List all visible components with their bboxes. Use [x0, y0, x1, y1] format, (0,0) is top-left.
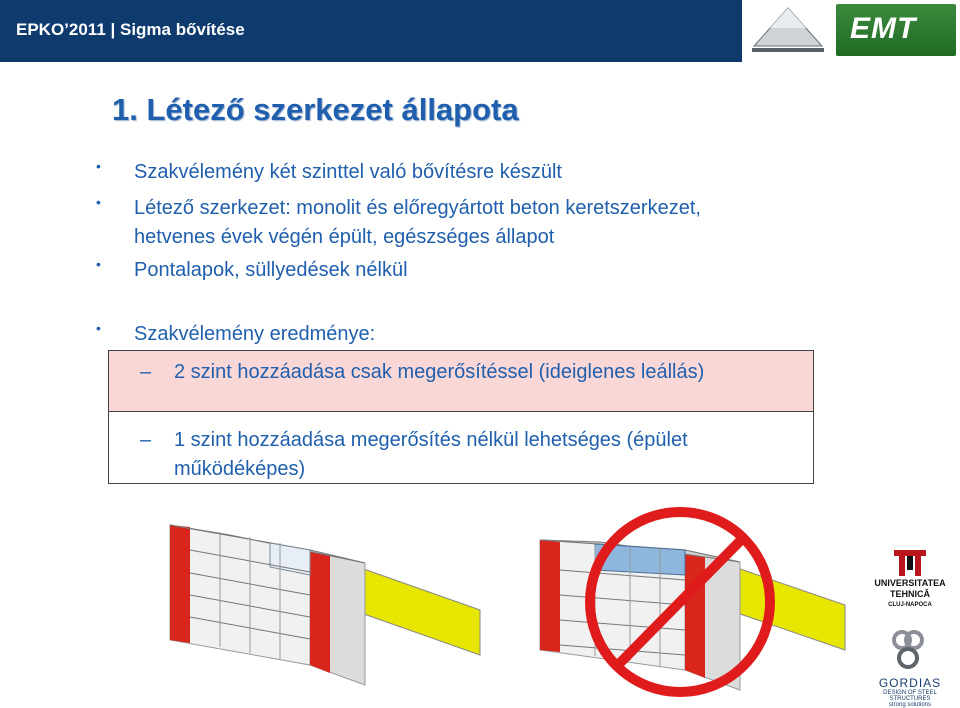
gordias-knot-icon — [888, 628, 928, 672]
bullet-dot-icon: • — [96, 256, 101, 272]
gordias-name: GORDIAS — [878, 676, 942, 690]
header-bar — [0, 0, 742, 62]
emt-logo — [836, 4, 956, 56]
building-model-right — [535, 500, 855, 700]
result-item-2 — [140, 426, 688, 484]
header-title: EPKO’2011 | Sigma bővítése — [16, 20, 245, 39]
result-heading: Szakvélemény eredménye: — [134, 323, 376, 345]
slide-title: 1. Létező szerkezet állapota — [112, 92, 519, 127]
dash-icon: – — [140, 429, 152, 451]
university-logo-icon — [892, 548, 928, 578]
result-text-continued: működéképes) — [174, 458, 306, 480]
bullet-item-4 — [96, 320, 375, 349]
dash-icon: – — [140, 361, 152, 383]
university-line-2: TEHNICĂ — [890, 589, 930, 599]
triangle-logo-icon — [748, 4, 828, 58]
result-item-1 — [140, 358, 704, 387]
emt-logo-text: EMT — [850, 12, 917, 45]
result-text: 2 szint hozzáadása csak megerősítéssel (ideiglenes leállás) — [174, 361, 705, 383]
bullet-item-2 — [96, 194, 701, 252]
university-line-3: CLUJ-NAPOCA — [888, 602, 932, 608]
gordias-tagline — [864, 690, 956, 708]
bullet-text: Pontalapok, süllyedések nélkül — [134, 259, 408, 281]
building-model-left — [160, 515, 495, 695]
university-name — [864, 578, 956, 611]
result-text: 1 szint hozzáadása megerősítés nélkül lehetséges (épület — [174, 429, 688, 451]
gordias-tagline-text: DESIGN OF STEEL STRUCTURES — [883, 690, 937, 702]
bullet-dot-icon: • — [96, 158, 101, 174]
university-line-1: UNIVERSITATEA — [874, 578, 946, 588]
bullet-dot-icon: • — [96, 320, 101, 336]
bullet-text: Létező szerkezet: monolit és előregyártott beton keretszerkezet, — [134, 197, 701, 219]
gordias-slogan: strong solutions — [888, 702, 932, 708]
bullet-item-3 — [96, 256, 408, 285]
bullet-dot-icon: • — [96, 194, 101, 210]
bullet-item-1 — [96, 158, 562, 187]
bullet-text-continued: hetvenes évek végén épült, egészséges állapot — [134, 226, 555, 248]
bullet-text: Szakvélemény két szinttel való bővítésre készült — [134, 161, 562, 183]
